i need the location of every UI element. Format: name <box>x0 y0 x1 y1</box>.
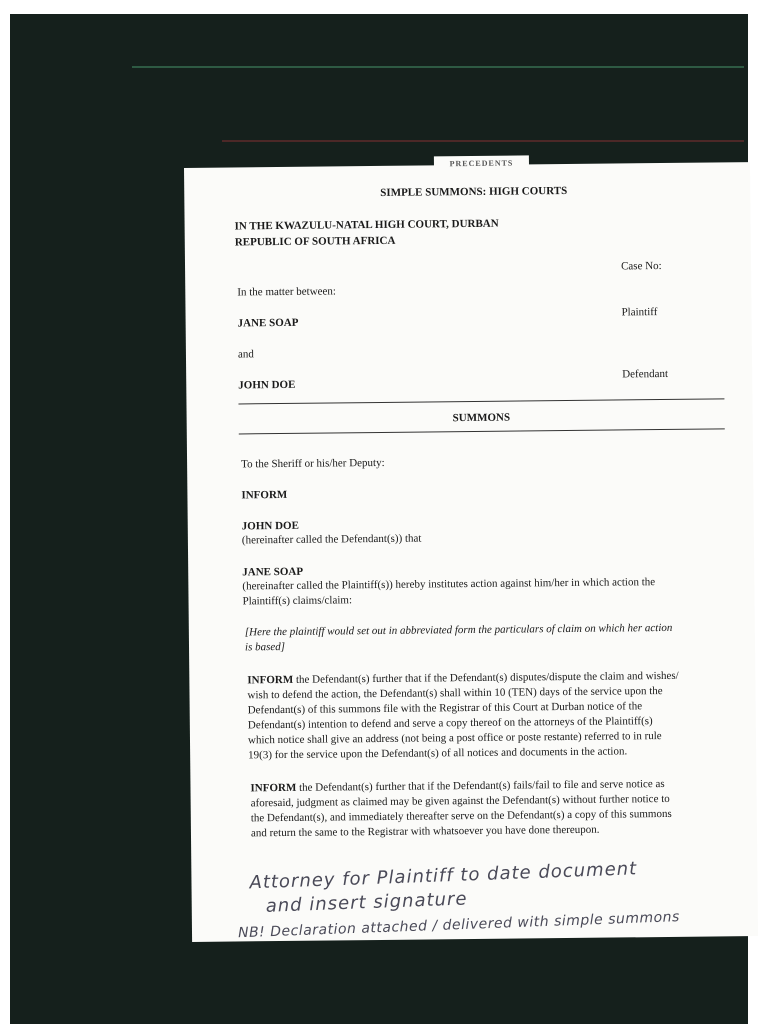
plaintiff-name-2: JANE SOAP <box>242 565 304 579</box>
inform-para2-line-4: and return the same to the Registrar with whatsoever you have done thereupon. <box>250 823 600 840</box>
red-divider-line <box>222 140 744 142</box>
inform-para1-bold: INFORM <box>247 673 294 687</box>
summons-sheet <box>184 158 758 942</box>
inform-para2-line-2: aforesaid, judgment as claimed may be given against the Defendant(s) without further notice to <box>250 792 670 810</box>
inform-para1-line-6: 19(3) for the service upon the Defendant(s) of all notices and documents in the action. <box>248 745 628 762</box>
green-divider-line <box>132 66 744 68</box>
court-line-2: REPUBLIC OF SOUTH AFRICA <box>234 234 396 249</box>
summons-bottom-rule <box>239 428 725 434</box>
inform-para1-line-1: INFORM the Defendant(s) further that if the Defendant(s) disputes/dispute the claim and wishes/ <box>247 669 679 687</box>
torn-header-fragment: PRECEDENTS <box>434 155 529 168</box>
inform-label: INFORM <box>241 488 288 502</box>
inform-para2-line-1: INFORM the Defendant(s) further that if the Defendant(s) fails/fail to file and serve notice as <box>250 778 665 795</box>
inform-para1-line-5: which notice shall give an address (not being a post office or poste restante) referred to in rule <box>247 730 662 747</box>
inform-para2-bold: INFORM <box>250 781 297 795</box>
court-line-1: IN THE KWAZULU-NATAL HIGH COURT, DURBAN <box>234 217 499 233</box>
inform-para2-line-3: the Defendant(s), and immediately thereafter serve on the Defendant(s) a copy of this summons <box>250 807 672 825</box>
summons-top-rule <box>238 398 724 404</box>
inform-para1-line-3: Defendant(s) of this summons file with the Registrar of this Court at Durban notice of the <box>247 700 643 717</box>
document-title: SIMPLE SUMMONS: HIGH COURTS <box>380 184 568 199</box>
handwritten-note-line-2: and insert signature <box>265 888 468 917</box>
and-word: and <box>237 348 254 361</box>
defendant-name-2: JOHN DOE <box>241 519 299 533</box>
plaintiff-called-line-1: (hereinafter called the Plaintiff(s)) hereby institutes action against him/her in which action the <box>242 576 656 593</box>
matter-between: In the matter between: <box>237 285 337 299</box>
defendant-name: JOHN DOE <box>238 378 296 392</box>
defendant-called: (hereinafter called the Defendant(s)) that <box>241 532 422 547</box>
inform-para1-line-2: wish to defend the action, the Defendant(s) shall within 10 (TEN) days of the service upon the <box>247 685 663 702</box>
plaintiff-label: Plaintiff <box>621 306 658 319</box>
plaintiff-called-line-2: Plaintiff(s) claims/claim: <box>242 594 353 608</box>
italic-note-line-1: [Here the plaintiff would set out in abbreviated form the particulars of claim on which her action <box>244 621 673 639</box>
case-no-label: Case No: <box>620 260 662 273</box>
to-sheriff: To the Sheriff or his/her Deputy: <box>241 456 385 471</box>
handwritten-note-line-3: NB! Declaration attached / delivered with simple summons <box>237 909 681 942</box>
inform-para1-line-4: Defendant(s) intention to defend and serve a copy thereof on the attorneys of the Plaintiff(s) <box>247 715 653 732</box>
plaintiff-name: JANE SOAP <box>237 316 299 330</box>
handwritten-note-line-1: Attorney for Plaintiff to date document <box>249 858 638 894</box>
summons-heading: SUMMONS <box>452 411 511 425</box>
defendant-label: Defendant <box>622 367 669 381</box>
italic-note-line-2: is based] <box>244 640 286 654</box>
